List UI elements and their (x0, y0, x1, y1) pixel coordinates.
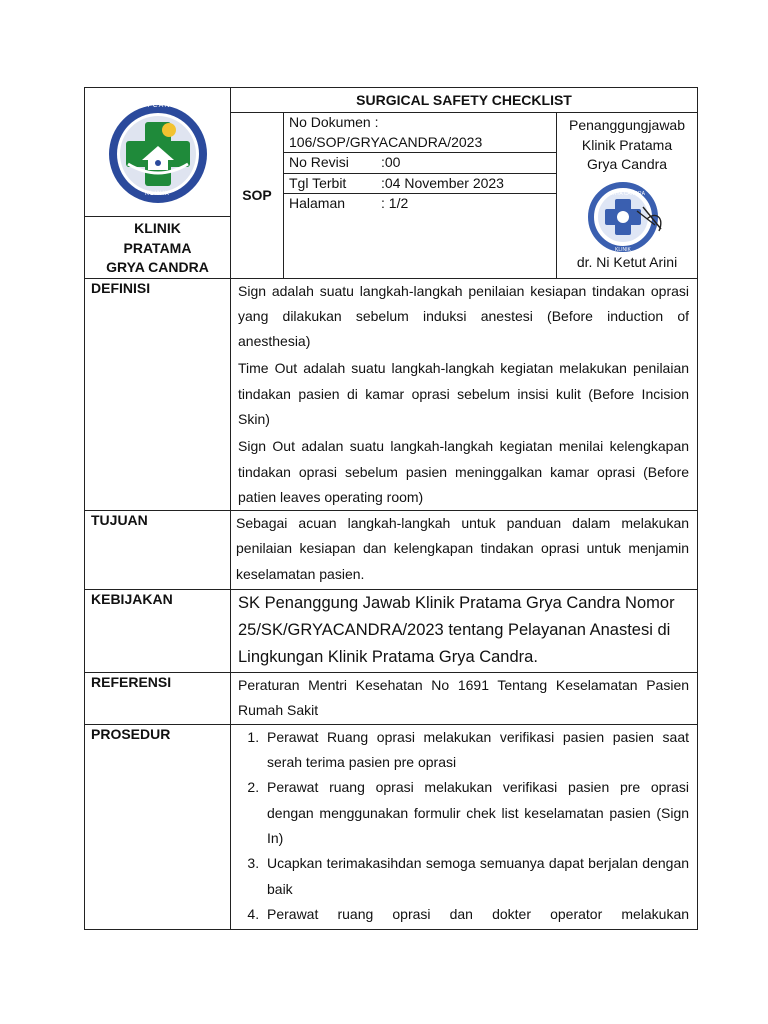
row-prosedur (85, 724, 698, 929)
meta-doc-number-label: No Dokumen : (289, 114, 379, 130)
sop-table (84, 87, 698, 930)
document-title: SURGICAL SAFETY CHECKLIST (231, 88, 698, 113)
meta-issue-date (284, 173, 556, 194)
row-tujuan (85, 511, 698, 590)
signer-name: dr. Ni Ketut Arini (576, 253, 678, 270)
label-tujuan: TUJUAN (85, 511, 231, 590)
meta-doc-number (284, 113, 556, 153)
sop-document (84, 87, 697, 930)
definisi-paragraph-1: Sign adalah suatu langkah-langkah penilaian kesiapan tindakan oprasi yang dilakukan sebelum induksi anestesi (Before induction of anesthesia) (238, 282, 690, 350)
prosedur-step-1: 1. Perawat Ruang oprasi melakukan verifikasi pasien pasien saat serah terima pasien pre oprasi (263, 725, 689, 776)
clinic-name-line-1: KLINIK (134, 220, 181, 236)
responsible-line-1: Penanggungjawab (569, 117, 686, 133)
meta-revision (284, 153, 556, 174)
content-referensi: Peraturan Mentri Kesehatan No 1691 Tentang Keselamatan Pasien Rumah Sakit (231, 673, 698, 725)
prosedur-step-4: 4. Perawat ruang oprasi dan dokter operator melakukan (263, 902, 689, 927)
prosedur-step-3: 3. Ucapkan terimakasihdan semoga semuanya dapat berjalan dengan baik (263, 851, 689, 902)
meta-page (284, 194, 556, 214)
meta-issue-date-label: Tgl Terbit (289, 174, 347, 191)
stamp-text-bottom: KLINIK (615, 246, 631, 253)
definisi-paragraph-3: Sign Out adalan suatu langkah-langkah kegiatan menilai kelengkapan tindakan oprasi sebelum pasien meninggalkan kamar oprasi (Before patien leaves operating room) (238, 438, 690, 505)
content-definisi (231, 278, 698, 511)
row-definisi (85, 278, 698, 511)
logo-cell (85, 88, 231, 217)
document-meta (284, 113, 557, 279)
meta-page-label: Halaman (289, 195, 346, 211)
prosedur-step-2: 2. Perawat ruang oprasi melakukan verifikasi pasien pre oprasi dengan menggunakan formulir chek list keselamatan pasien (Sign In) (263, 775, 689, 851)
logo-text-bottom: KLINIK (144, 191, 170, 197)
sop-label: SOP (231, 113, 284, 279)
row-referensi (85, 673, 698, 725)
label-prosedur: PROSEDUR (85, 724, 231, 929)
meta-page-value: : 1/2 (381, 195, 409, 211)
content-kebijakan: SK Penanggung Jawab Klinik Pratama Grya Candra Nomor 25/SK/GRYACANDRA/2023 tentang Pelayanan Anastesi di Lingkungan Klinik Pratama Grya Candra. (231, 590, 698, 673)
meta-issue-date-value: :04 November 2023 (381, 174, 504, 191)
content-tujuan: Sebagai acuan langkah-langkah untuk panduan dalam melakukan penilaian kesiapan dan kelengkapan tindakan oprasi untuk menjamin keselamatan pasien. (231, 511, 698, 590)
meta-revision-label: No Revisi (289, 154, 349, 170)
label-referensi: REFERENSI (85, 673, 231, 725)
clinic-name-line-2: PRATAMA (123, 239, 192, 256)
logo-text-top: GRYA CANDRA (126, 102, 189, 109)
row-kebijakan (85, 590, 698, 673)
stamp-area (557, 181, 697, 253)
clinic-name (85, 217, 231, 279)
label-definisi: DEFINISI (85, 278, 231, 511)
meta-doc-number-value: 106/SOP/GRYACANDRA/2023 (289, 133, 483, 150)
stamp-text-top: GRYA CANDRA (609, 190, 645, 197)
responsible-line-2: Klinik Pratama (581, 136, 673, 153)
responsible-cell (557, 113, 698, 279)
prosedur-list (237, 725, 689, 927)
meta-revision-value: :00 (381, 154, 401, 170)
content-prosedur (231, 724, 698, 929)
responsible-line-3: Grya Candra (586, 156, 668, 172)
label-kebijakan: KEBIJAKAN (85, 590, 231, 673)
clinic-name-line-3: GRYA CANDRA (106, 259, 209, 275)
definisi-paragraph-2: Time Out adalah suatu langkah-langkah kegiatan melakukan penilaian tindakan pasien di kamar oprasi sebelum insisi kulit (Before Incision Skin) (238, 360, 690, 427)
